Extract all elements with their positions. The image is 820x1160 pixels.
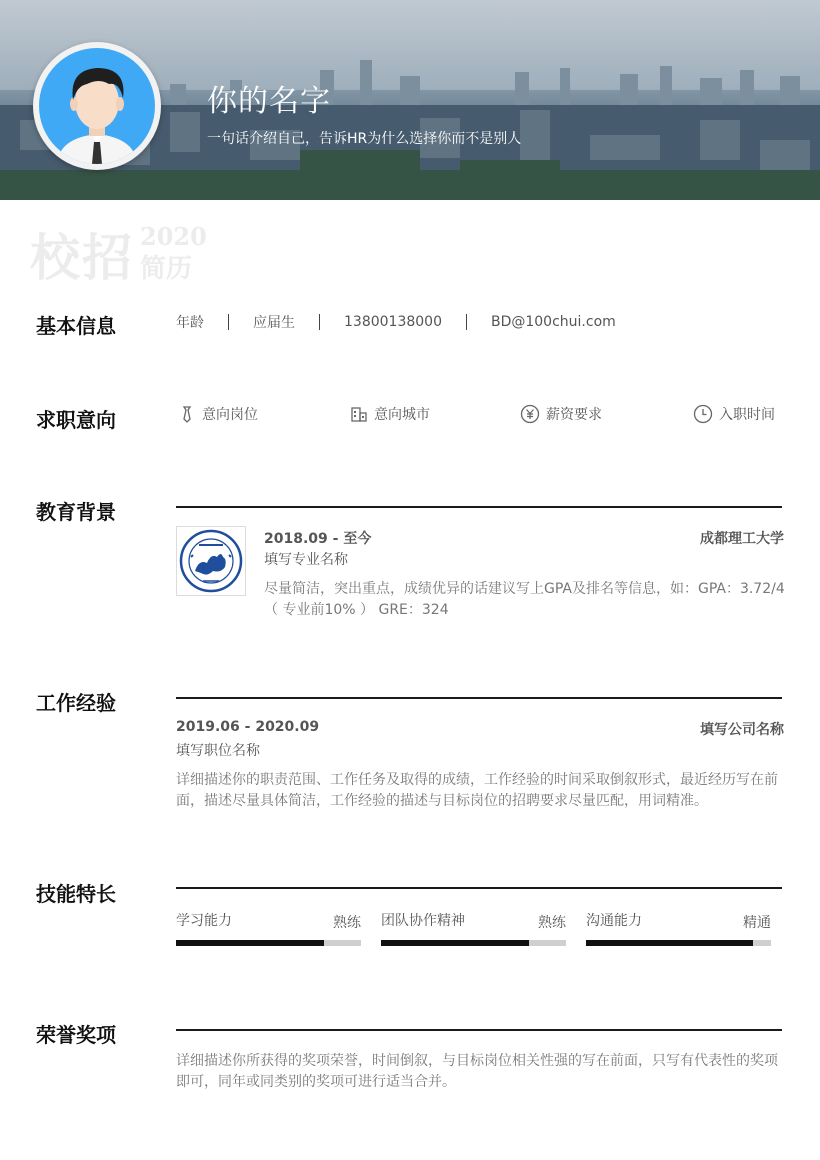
university-logo xyxy=(176,526,246,596)
section-title-honors: 荣誉奖项 xyxy=(36,1023,116,1047)
age-field: 年龄 xyxy=(176,315,204,331)
watermark-main: 校招 xyxy=(30,228,134,287)
basic-info-row xyxy=(176,312,616,332)
skill-level: 熟练 xyxy=(538,915,566,931)
divider xyxy=(228,314,229,330)
intent-salary-label: 薪资要求 xyxy=(546,407,602,423)
skill-progress-fill xyxy=(176,940,324,946)
yuan-icon xyxy=(520,404,540,424)
section-rule xyxy=(176,887,782,889)
section-title-work: 工作经验 xyxy=(36,691,116,715)
section-title-skills: 技能特长 xyxy=(36,882,116,906)
skill-progress-track xyxy=(381,940,566,946)
skill-name: 沟通能力 xyxy=(586,913,642,929)
intent-position-label: 意向岗位 xyxy=(202,407,258,423)
skill-progress-fill xyxy=(586,940,753,946)
avatar xyxy=(33,42,161,170)
tie-icon xyxy=(178,405,196,423)
work-description: 详细描述你的职责范围、工作任务及取得的成绩，工作经验的时间采取倒叙形式，最近经历写在前面，描述尽量具体简洁，工作经验的描述与目标岗位的招聘要求尽量匹配，用词精准。 xyxy=(176,772,778,809)
honors-description: 详细描述你所获得的奖项荣誉，时间倒叙，与目标岗位相关性强的写在前面，只写有代表性的奖项即可，同年或同类别的奖项可进行适当合并。 xyxy=(176,1053,778,1090)
person-avatar-icon xyxy=(39,48,155,164)
education-description: 尽量简洁，突出重点，成绩优异的话建议写上GPA及排名等信息，如：GPA：3.72/4（ 专业前10% ） GRE：324 xyxy=(264,581,785,618)
skill-name: 学习能力 xyxy=(176,913,232,929)
email-field: BD@100chui.com xyxy=(490,314,616,330)
candidate-tagline: 一句话介绍自己，告诉HR为什么选择你而不是别人 xyxy=(207,131,522,147)
divider xyxy=(319,314,320,330)
skill-item xyxy=(381,910,566,950)
skill-progress-track xyxy=(176,940,361,946)
work-position: 填写职位名称 xyxy=(176,743,260,759)
university-seal-icon xyxy=(177,527,245,595)
intent-city-label: 意向城市 xyxy=(374,407,430,423)
candidate-name: 你的名字 xyxy=(207,84,331,119)
phone-field: 13800138000 xyxy=(344,314,442,330)
skill-item xyxy=(586,910,771,950)
education-date: 2018.09 - 至今 xyxy=(264,531,372,547)
intent-position xyxy=(178,404,258,424)
skill-progress-track xyxy=(586,940,771,946)
section-rule xyxy=(176,697,782,699)
section-title-job-intent: 求职意向 xyxy=(36,408,116,432)
work-company: 填写公司名称 xyxy=(700,722,784,738)
intent-salary xyxy=(520,404,602,424)
skill-name: 团队协作精神 xyxy=(381,913,465,929)
education-major: 填写专业名称 xyxy=(264,552,348,568)
section-title-basic-info: 基本信息 xyxy=(36,314,116,338)
skill-progress-fill xyxy=(381,940,529,946)
skill-level: 精通 xyxy=(743,915,771,931)
divider xyxy=(466,314,467,330)
intent-start-date xyxy=(693,404,775,424)
intent-city xyxy=(350,404,430,424)
skill-level: 熟练 xyxy=(333,915,361,931)
education-school: 成都理工大学 xyxy=(700,531,784,547)
work-date: 2019.06 - 2020.09 xyxy=(176,719,320,735)
watermark-sub: 简历 xyxy=(140,254,193,284)
section-rule xyxy=(176,506,782,508)
watermark-year: 2020 xyxy=(140,222,207,251)
header-banner xyxy=(0,0,820,200)
section-rule xyxy=(176,1029,782,1031)
intent-start-date-label: 入职时间 xyxy=(719,407,775,423)
building-icon xyxy=(350,405,368,423)
section-title-education: 教育背景 xyxy=(36,500,116,524)
clock-icon xyxy=(693,404,713,424)
status-field: 应届生 xyxy=(253,315,295,331)
skill-item xyxy=(176,910,361,950)
